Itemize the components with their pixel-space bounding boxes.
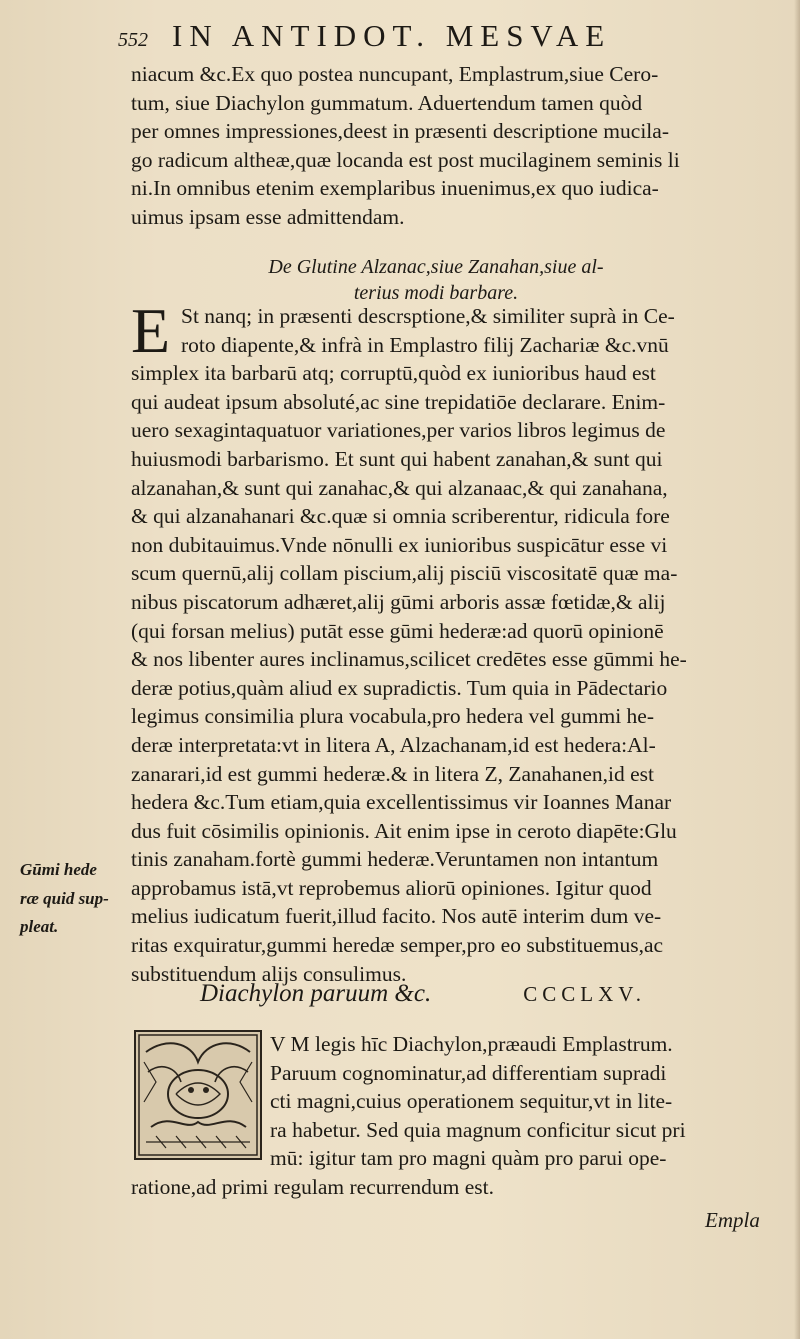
text-line: ritas exquiratur,gummi heredæ semper,pro eo substituemus,ac [131, 933, 664, 958]
woodcut-ornament-icon [136, 1032, 260, 1158]
text-line: uimus ipsam esse admittendam. [131, 204, 405, 229]
text-line: tum, siue Diachylon gummatum. Aduertendum tamen quòd [131, 90, 643, 115]
text-line: simplex ita barbarū atq; corruptū,quòd ex iunioribus haud est [131, 361, 656, 386]
text-line: (qui forsan melius) putāt esse gūmi hederæ:ad quorū opinionē [131, 618, 664, 643]
woodcut-initial-illustration [134, 1030, 262, 1160]
text-line: ratione,ad primi regulam recurrendum est. [131, 1175, 494, 1199]
paragraph-3 [270, 1030, 770, 1173]
text-line: zanarari,id est gummi hederæ.& in litera Z, Zanahanen,id est [131, 761, 654, 786]
text-line: Paruum cognominatur,ad differentiam supradi [270, 1060, 667, 1085]
text-line: cti magni,cuius operationem sequitur,vt in lite- [270, 1089, 673, 1114]
text-line: per omnes impressiones,deest in præsenti descriptione mucila- [131, 119, 669, 144]
section-number: CCCLXV. [523, 982, 646, 1006]
margin-note-line: ræ quid sup- [20, 888, 109, 908]
text-line: melius iudicatum fuerit,illud facito. Nos autē interim dum ve- [131, 904, 662, 929]
text-line: huiusmodi barbarismo. Et sunt qui habent zanahan,& sunt qui [131, 446, 663, 471]
text-line: alzanahan,& sunt qui zanahac,& qui alzanaac,& qui zanahana, [131, 475, 668, 500]
text-line: qui audeat ipsum absoluté,ac sine trepidatiōe declarare. Enim- [131, 389, 666, 414]
text-line: go radicum altheæ,quæ locanda est post mucilaginem seminis li [131, 147, 680, 172]
text-line: St nanq; in præsenti descrsptione,& similiter suprà in Ce- [181, 304, 675, 328]
text-line: dus fuit cōsimilis opinionis. Ait enim ipse in ceroto diapēte:Glu [131, 818, 677, 843]
text-line: legimus consimilia plura vocabula,pro hedera vel gummi he- [131, 704, 655, 729]
text-line: scum quernū,alij collam piscium,alij pisciū viscositatē quæ ma- [131, 561, 678, 586]
margin-note-line: pleat. [20, 917, 59, 937]
text-line: niacum &c.Ex quo postea nuncupant, Emplastrum,siue Cero- [131, 62, 659, 86]
text-line: hedera &c.Tum etiam,quia excellentissimus vir Ioannes Manar [131, 790, 672, 815]
text-line: ra habetur. Sed quia magnum conficitur sicut pri [270, 1117, 686, 1142]
text-line: nibus piscatorum adhæret,alij gūmi arboris assæ fœtidæ,& alij [131, 589, 666, 614]
heading-line: De Glutine Alzanac,siue Zanahan,siue al- [268, 256, 604, 278]
section-title: Diachylon paruum &c. [200, 980, 432, 1007]
text-line: V M legis hīc Diachylon,præaudi Emplastrum. [270, 1032, 673, 1056]
section-heading-glutine [131, 254, 741, 306]
catchword: Empla [705, 1208, 760, 1232]
margin-note [20, 856, 132, 942]
section-heading-diachylon [200, 980, 760, 1014]
text-line: substituendum alijs consulimus. [131, 961, 407, 986]
text-line: approbamus istā,vt reprobemus aliorū opiniones. Igitur quod [131, 875, 652, 900]
text-line: & qui alzanahanari &c.quæ si omnia scriberentur, ridicula fore [131, 504, 670, 529]
text-line: tinis zanaham.fortè gummi hederæ.Veruntamen non intantum [131, 847, 659, 872]
page-edge-shadow [794, 0, 800, 1339]
paragraph-1 [131, 60, 767, 232]
text-line: non dubitauimus.Vnde nōnulli ex iunioribus suspicātur esse vi [131, 532, 668, 557]
page-header [118, 18, 698, 58]
running-title: IN ANTIDOT. MESVAE [172, 18, 612, 53]
margin-note-line: Gūmi hede [20, 860, 97, 879]
text-line: & nos libenter aures inclinamus,scilicet credētes esse gūmmi he- [131, 647, 687, 672]
paragraph-2 [131, 295, 767, 988]
text-line: uero sexagintaquatuor variationes,per varios libros legimus de [131, 418, 666, 443]
drop-cap: E [131, 295, 171, 366]
heading-line: terius modi barbare. [353, 282, 519, 304]
text-line: deræ interpretata:vt in litera A, Alzachanam,id est hedera:Al- [131, 732, 656, 757]
page-number: 552 [118, 29, 148, 51]
text-line: roto diapente,& infrà in Emplastro filij Zachariæ &c.vnū [181, 332, 669, 357]
text-line: ni.In omnibus etenim exemplaribus inuenimus,ex quo iudica- [131, 176, 659, 201]
text-line: deræ potius,quàm aliud ex supradictis. Tum quia in Pādectario [131, 675, 668, 700]
text-line: mū: igitur tam pro magni quàm pro parui ope- [270, 1146, 667, 1171]
paragraph-3-tail [131, 1173, 767, 1202]
